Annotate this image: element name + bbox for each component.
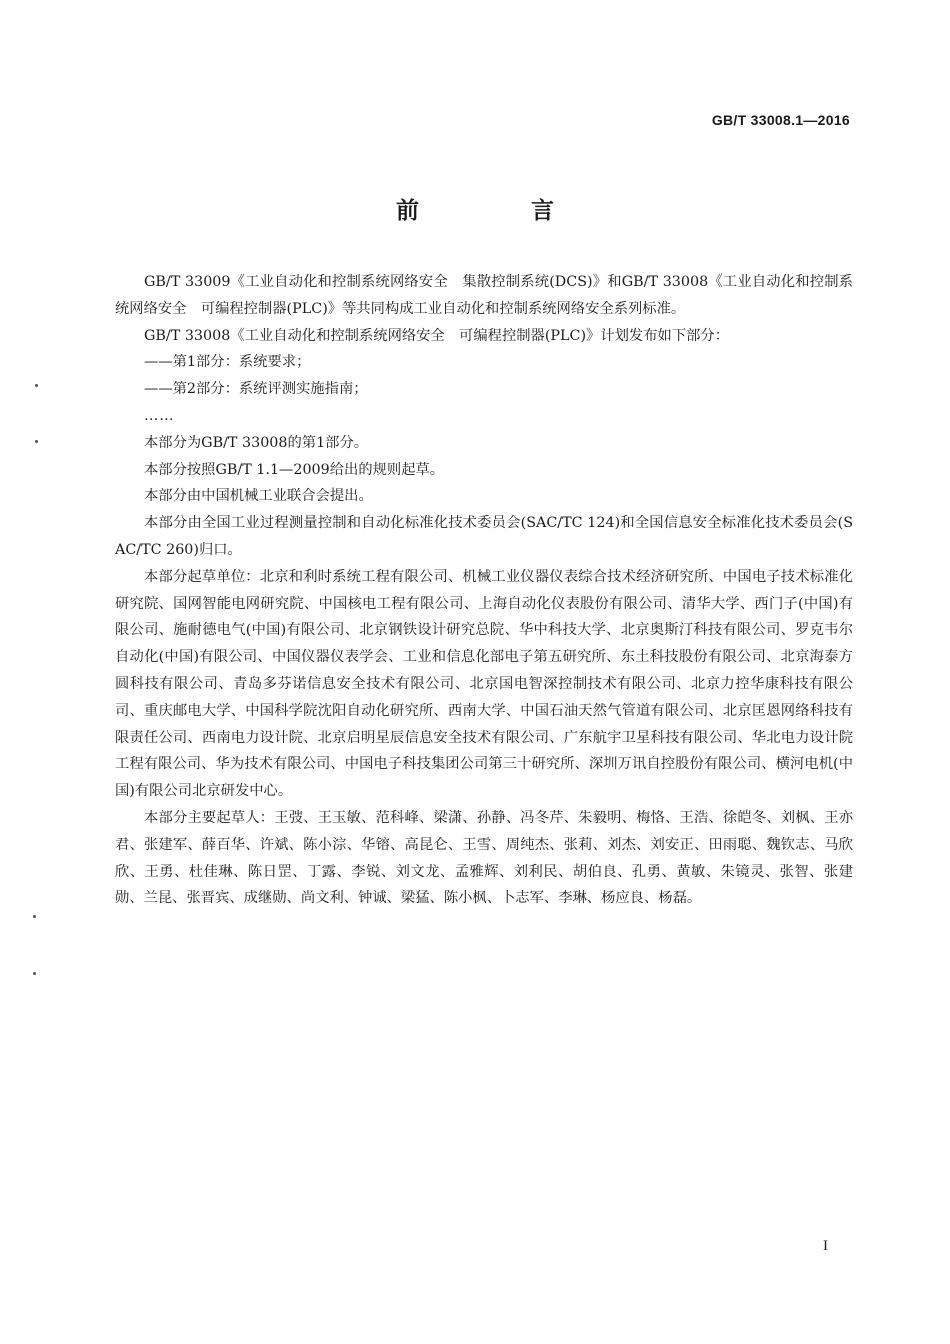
page-title: 前 言: [395, 198, 606, 224]
standard-code: GB/T 33008.1—2016: [711, 112, 850, 128]
paragraph-parts-plan: GB/T 33008《工业自动化和控制系统网络安全 可编程控制器(PLC)》计划发布如下部分：: [144, 327, 730, 344]
margin-dot: [33, 915, 36, 918]
list-item-part-1: ——第1部分：系统要求；: [144, 354, 311, 371]
paragraph-drafting-units: 本部分起草单位：北京和利时系统工程有限公司、机械工业仪器仪表综合技术经济研究所、中国电子技术标准化研究院、国网智能电网研究院、中国核电工程有限公司、上海自动化仪表股份有限公司、清华大学、西门子(中国)有限公司、施耐德电气(中国)有限公司、北京钢铁设计研究总院、华中科技大学、北京奥斯汀科技有限公司、罗克韦尔自动化(中国)有限公司、中国仪器仪表学会、工业和信息化部电子第五研究所、东土科技股份有限公司、北京海泰方圆科技有限公司、青岛多芬诺信息安全技术有限公司、北京国电智深控制技术有限公司、北京力控华康科技有限公司、重庆邮电大学、中国科学院沈阳自动化研究所、西南大学、中国石油天然气管道有限公司、北京匡恩网络科技有限责任公司、西南电力设计院、北京启明星辰信息安全技术有限公司、广东航宇卫星科技有限公司、华北电力设计院工程有限公司、华为技术有限公司、中国电子科技集团公司第三十研究所、深圳万讯自控股份有限公司、横河电机(中国)有限公司北京研发中心。: [115, 568, 853, 800]
paragraph-administration: 本部分由全国工业过程测量控制和自动化标准化技术委员会(SAC/TC 124)和全国信息安全标准化技术委员会(SAC/TC 260)归口。: [115, 515, 853, 558]
list-item-part-2: ——第2部分：系统评测实施指南；: [144, 381, 368, 398]
margin-dot: [35, 384, 38, 387]
list-ellipsis: ……: [144, 407, 175, 424]
paragraph-part-statement: 本部分为GB/T 33008的第1部分。: [144, 434, 369, 451]
document-body: [115, 269, 853, 912]
margin-dot: [33, 972, 36, 975]
paragraph-drafters: 本部分主要起草人：王弢、王玉敏、范科峰、梁潇、孙静、冯冬芹、朱毅明、梅恪、王浩、徐皑冬、刘枫、王亦君、张建军、薛百华、许斌、陈小淙、华镕、高昆仑、王雪、周纯杰、张莉、刘杰、刘安正、田雨聪、魏钦志、马欣欣、王勇、杜佳琳、陈日罡、丁露、李锐、刘文龙、孟雅辉、刘利民、胡伯良、孔勇、黄敏、朱镜灵、张智、张建勋、兰昆、张晋宾、成继勋、尚文利、钟诚、梁猛、陈小枫、卜志军、李琳、杨应良、杨磊。: [115, 809, 853, 907]
paragraph-series-intro: GB/T 33009《工业自动化和控制系统网络安全 集散控制系统(DCS)》和GB/T 33008《工业自动化和控制系统网络安全 可编程控制器(PLC)》等共同构成工业自动化和控制系统网络安全系列标准。: [115, 274, 853, 317]
paragraph-drafting-rules: 本部分按照GB/T 1.1—2009给出的规则起草。: [144, 461, 445, 478]
margin-dot: [35, 440, 38, 443]
page-number: I: [823, 1238, 828, 1254]
paragraph-proposer: 本部分由中国机械工业联合会提出。: [144, 488, 373, 505]
